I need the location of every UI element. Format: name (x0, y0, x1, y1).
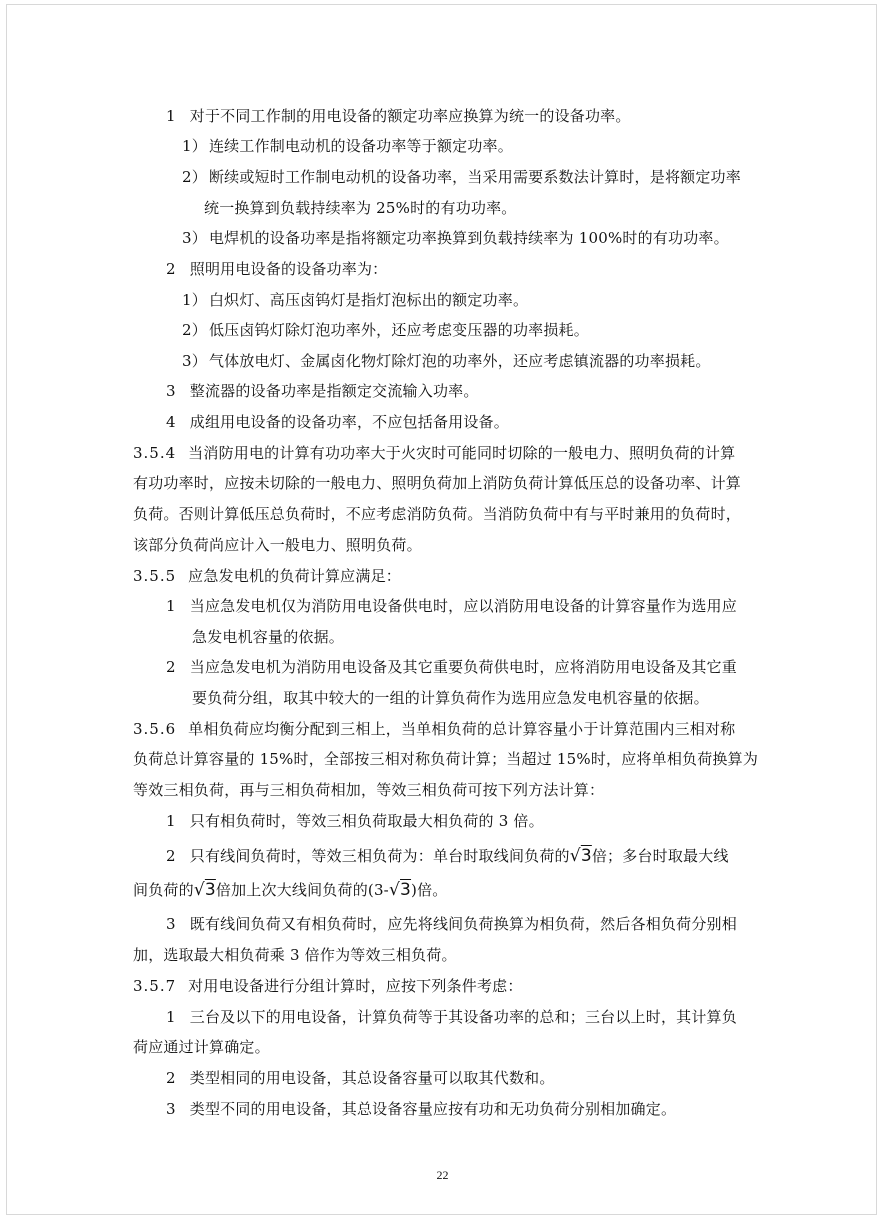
list-item-continuation: 统一换算到负载持续率为 25%时的有功功率。 (204, 199, 517, 217)
paragraph-line: 负荷总计算容量的 15%时，全部按三相对称负荷计算；当超过 15%时，应将单相负荷换算为 (133, 750, 759, 768)
list-item: 1 三台及以下的用电设备，计算负荷等于其设备功率的总和；三台以上时，其计算负 (166, 1008, 737, 1026)
list-item-continuation: 急发电机容量的依据。 (192, 628, 345, 646)
list-item: 3 整流器的设备功率是指额定交流输入功率。 (166, 382, 479, 400)
section-paragraph: 3.5.7 对用电设备进行分组计算时，应按下列条件考虑： (133, 977, 523, 995)
page-number: 22 (436, 1168, 449, 1182)
list-item: 4 成组用电设备的设备功率，不应包括备用设备。 (166, 413, 509, 431)
list-item: 1 当应急发电机仅为消防用电设备供电时，应以消防用电设备的计算容量作为选用应 (166, 597, 737, 615)
list-item: 2 类型相同的用电设备，其总设备容量可以取其代数和。 (166, 1069, 555, 1087)
list-item: 2） 低压卤钨灯除灯泡功率外，还应考虑变压器的功率损耗。 (182, 321, 589, 339)
list-item: 1） 连续工作制电动机的设备功率等于额定功率。 (182, 137, 513, 155)
paragraph-line: 等效三相负荷，再与三相负荷相加，等效三相负荷可按下列方法计算： (133, 781, 605, 799)
sqrt-symbol: √3 (569, 846, 592, 866)
paragraph-line: 负荷。否则计算低压总负荷时，不应考虑消防负荷。当消防负荷中有与平时兼用的负荷时， (133, 505, 742, 523)
paragraph-line: 该部分负荷尚应计入一般电力、照明负荷。 (133, 536, 422, 554)
list-item: 1） 白炽灯、高压卤钨灯是指灯泡标出的额定功率。 (182, 291, 529, 309)
paragraph-line: 加，选取最大相负荷乘 3 倍作为等效三相负荷。 (133, 946, 457, 964)
paragraph-line: 有功功率时，应按未切除的一般电力、照明负荷加上消防负荷计算低压总的设备功率、计算 (133, 474, 742, 492)
list-item: 1 只有相负荷时，等效三相负荷取最大相负荷的 3 倍。 (166, 812, 544, 830)
list-item: 3 既有线间负荷又有相负荷时，应先将线间负荷换算为相负荷，然后各相负荷分别相 (166, 915, 737, 933)
paragraph-line: 间负荷的√3倍加上次大线间负荷的(3-√3)倍。 (133, 880, 448, 900)
section-paragraph: 3.5.4 当消防用电的计算有功功率大于火灾时可能同时切除的一般电力、照明负荷的计算 (133, 444, 736, 462)
list-item: 3） 气体放电灯、金属卤化物灯除灯泡的功率外，还应考虑镇流器的功率损耗。 (182, 352, 711, 370)
sqrt-symbol: √3 (388, 880, 412, 900)
list-item: 3 类型不同的用电设备，其总设备容量应按有功和无功负荷分别相加确定。 (166, 1100, 677, 1118)
list-item: 3） 电焊机的设备功率是指将额定功率换算到负载持续率为 100%时的有功功率。 (182, 229, 729, 247)
list-item: 1 对于不同工作制的用电设备的额定功率应换算为统一的设备功率。 (166, 107, 631, 125)
list-item: 2 照明用电设备的设备功率为： (166, 260, 388, 278)
section-paragraph: 3.5.6 单相负荷应均衡分配到三相上，当单相负荷的总计算容量小于计算范围内三相对称 (133, 720, 736, 738)
list-item: 2） 断续或短时工作制电动机的设备功率，当采用需要系数法计算时，是将额定功率 (182, 168, 741, 186)
section-paragraph: 3.5.5 应急发电机的负荷计算应满足： (133, 567, 401, 585)
sqrt-symbol: √3 (193, 880, 216, 900)
paragraph-line: 荷应通过计算确定。 (133, 1038, 270, 1056)
list-item: 2 当应急发电机为消防用电设备及其它重要负荷供电时，应将消防用电设备及其它重 (166, 658, 737, 676)
list-item: 2 只有线间负荷时，等效三相负荷为：单台时取线间负荷的√3倍；多台时取最大线 (166, 846, 729, 866)
list-item-continuation: 要负荷分组，取其中较大的一组的计算负荷作为选用应急发电机容量的依据。 (192, 689, 709, 707)
